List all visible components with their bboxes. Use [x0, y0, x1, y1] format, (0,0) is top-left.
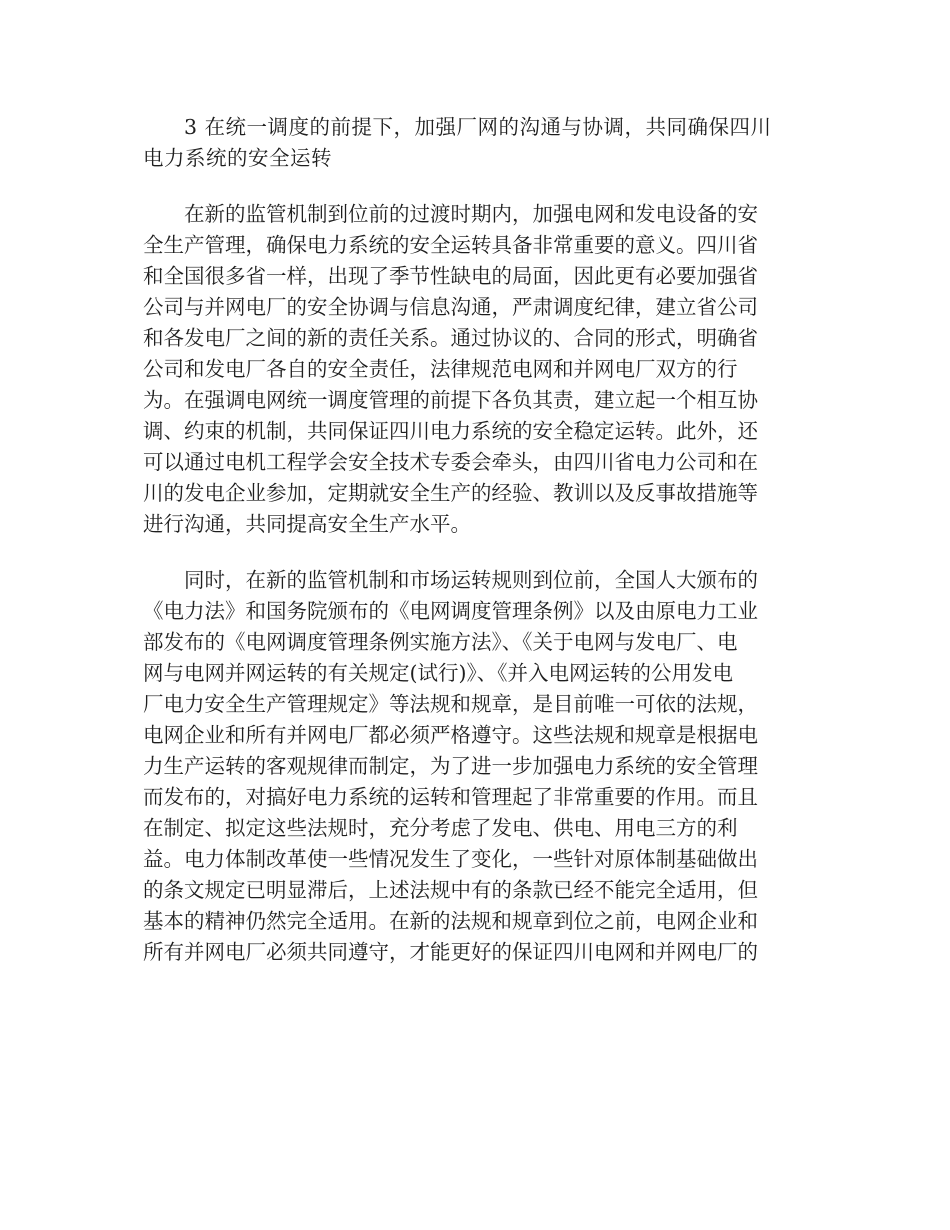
- paragraph-line: 的条文规定已明显滞后，上述法规中有的条款已经不能完全适用，但: [143, 878, 758, 902]
- paragraph-line: 同时，在新的监管机制和市场运转规则到位前，全国人大颁布的: [184, 568, 758, 592]
- paragraph-line: 可以通过电机工程学会安全技术专委会牵头，由四川省电力公司和在: [143, 450, 758, 474]
- paragraph-line: 网与电网并网运转的有关规定(试行)》、《并入电网运转的公用发电: [143, 661, 733, 685]
- paragraph-line: 厂电力安全生产管理规定》等法规和规章，是目前唯一可依的法规，: [143, 692, 758, 716]
- paragraph-line: 为。在强调电网统一调度管理的前提下各负其责，建立起一个相互协: [143, 388, 758, 412]
- paragraph-line: 《电力法》和国务院颁布的《电网调度管理条例》以及由原电力工业: [143, 599, 758, 623]
- paragraph-line: 和各发电厂之间的新的责任关系。通过协议的、合同的形式，明确省: [143, 326, 758, 350]
- paragraph-line: 和全国很多省一样，出现了季节性缺电的局面，因此更有必要加强省: [143, 264, 758, 288]
- paragraph-line: 基本的精神仍然完全适用。在新的法规和规章到位之前，电网企业和: [143, 909, 758, 933]
- heading-line: 电力系统的安全运转: [143, 146, 332, 170]
- heading-line: 3 在统一调度的前提下，加强厂网的沟通与协调，共同确保四川: [184, 115, 772, 139]
- paragraph-line: 进行沟通，共同提高安全生产水平。: [143, 512, 471, 536]
- paragraph-line: 在制定、拟定这些法规时，充分考虑了发电、供电、用电三方的利: [143, 816, 738, 840]
- paragraph-line: 在新的监管机制到位前的过渡时期内，加强电网和发电设备的安: [184, 202, 758, 226]
- paragraph-line: 力生产运转的客观规律而制定，为了进一步加强电力系统的安全管理: [143, 754, 758, 778]
- paragraph-line: 电网企业和所有并网电厂都必须严格遵守。这些法规和规章是根据电: [143, 723, 758, 747]
- document-body: [143, 112, 800, 968]
- paragraph-2: [143, 565, 800, 968]
- paragraph-line: 公司与并网电厂的安全协调与信息沟通，严肃调度纪律，建立省公司: [143, 295, 758, 319]
- paragraph-1: [143, 199, 800, 540]
- paragraph-line: 而发布的，对搞好电力系统的运转和管理起了非常重要的作用。而且: [143, 785, 758, 809]
- paragraph-line: 公司和发电厂各自的安全责任，法律规范电网和并网电厂双方的行: [143, 357, 738, 381]
- paragraph-line: 所有并网电厂必须共同遵守，才能更好的保证四川电网和并网电厂的: [143, 940, 758, 964]
- paragraph-line: 调、约束的机制，共同保证四川电力系统的安全稳定运转。此外，还: [143, 419, 758, 443]
- paragraph-line: 部发布的《电网调度管理条例实施方法》、《关于电网与发电厂、电: [143, 630, 738, 654]
- section-heading: [143, 112, 800, 174]
- paragraph-line: 全生产管理，确保电力系统的安全运转具备非常重要的意义。四川省: [143, 233, 758, 257]
- paragraph-line: 益。电力体制改革使一些情况发生了变化，一些针对原体制基础做出: [143, 847, 758, 871]
- paragraph-line: 川的发电企业参加，定期就安全生产的经验、教训以及反事故措施等: [143, 481, 758, 505]
